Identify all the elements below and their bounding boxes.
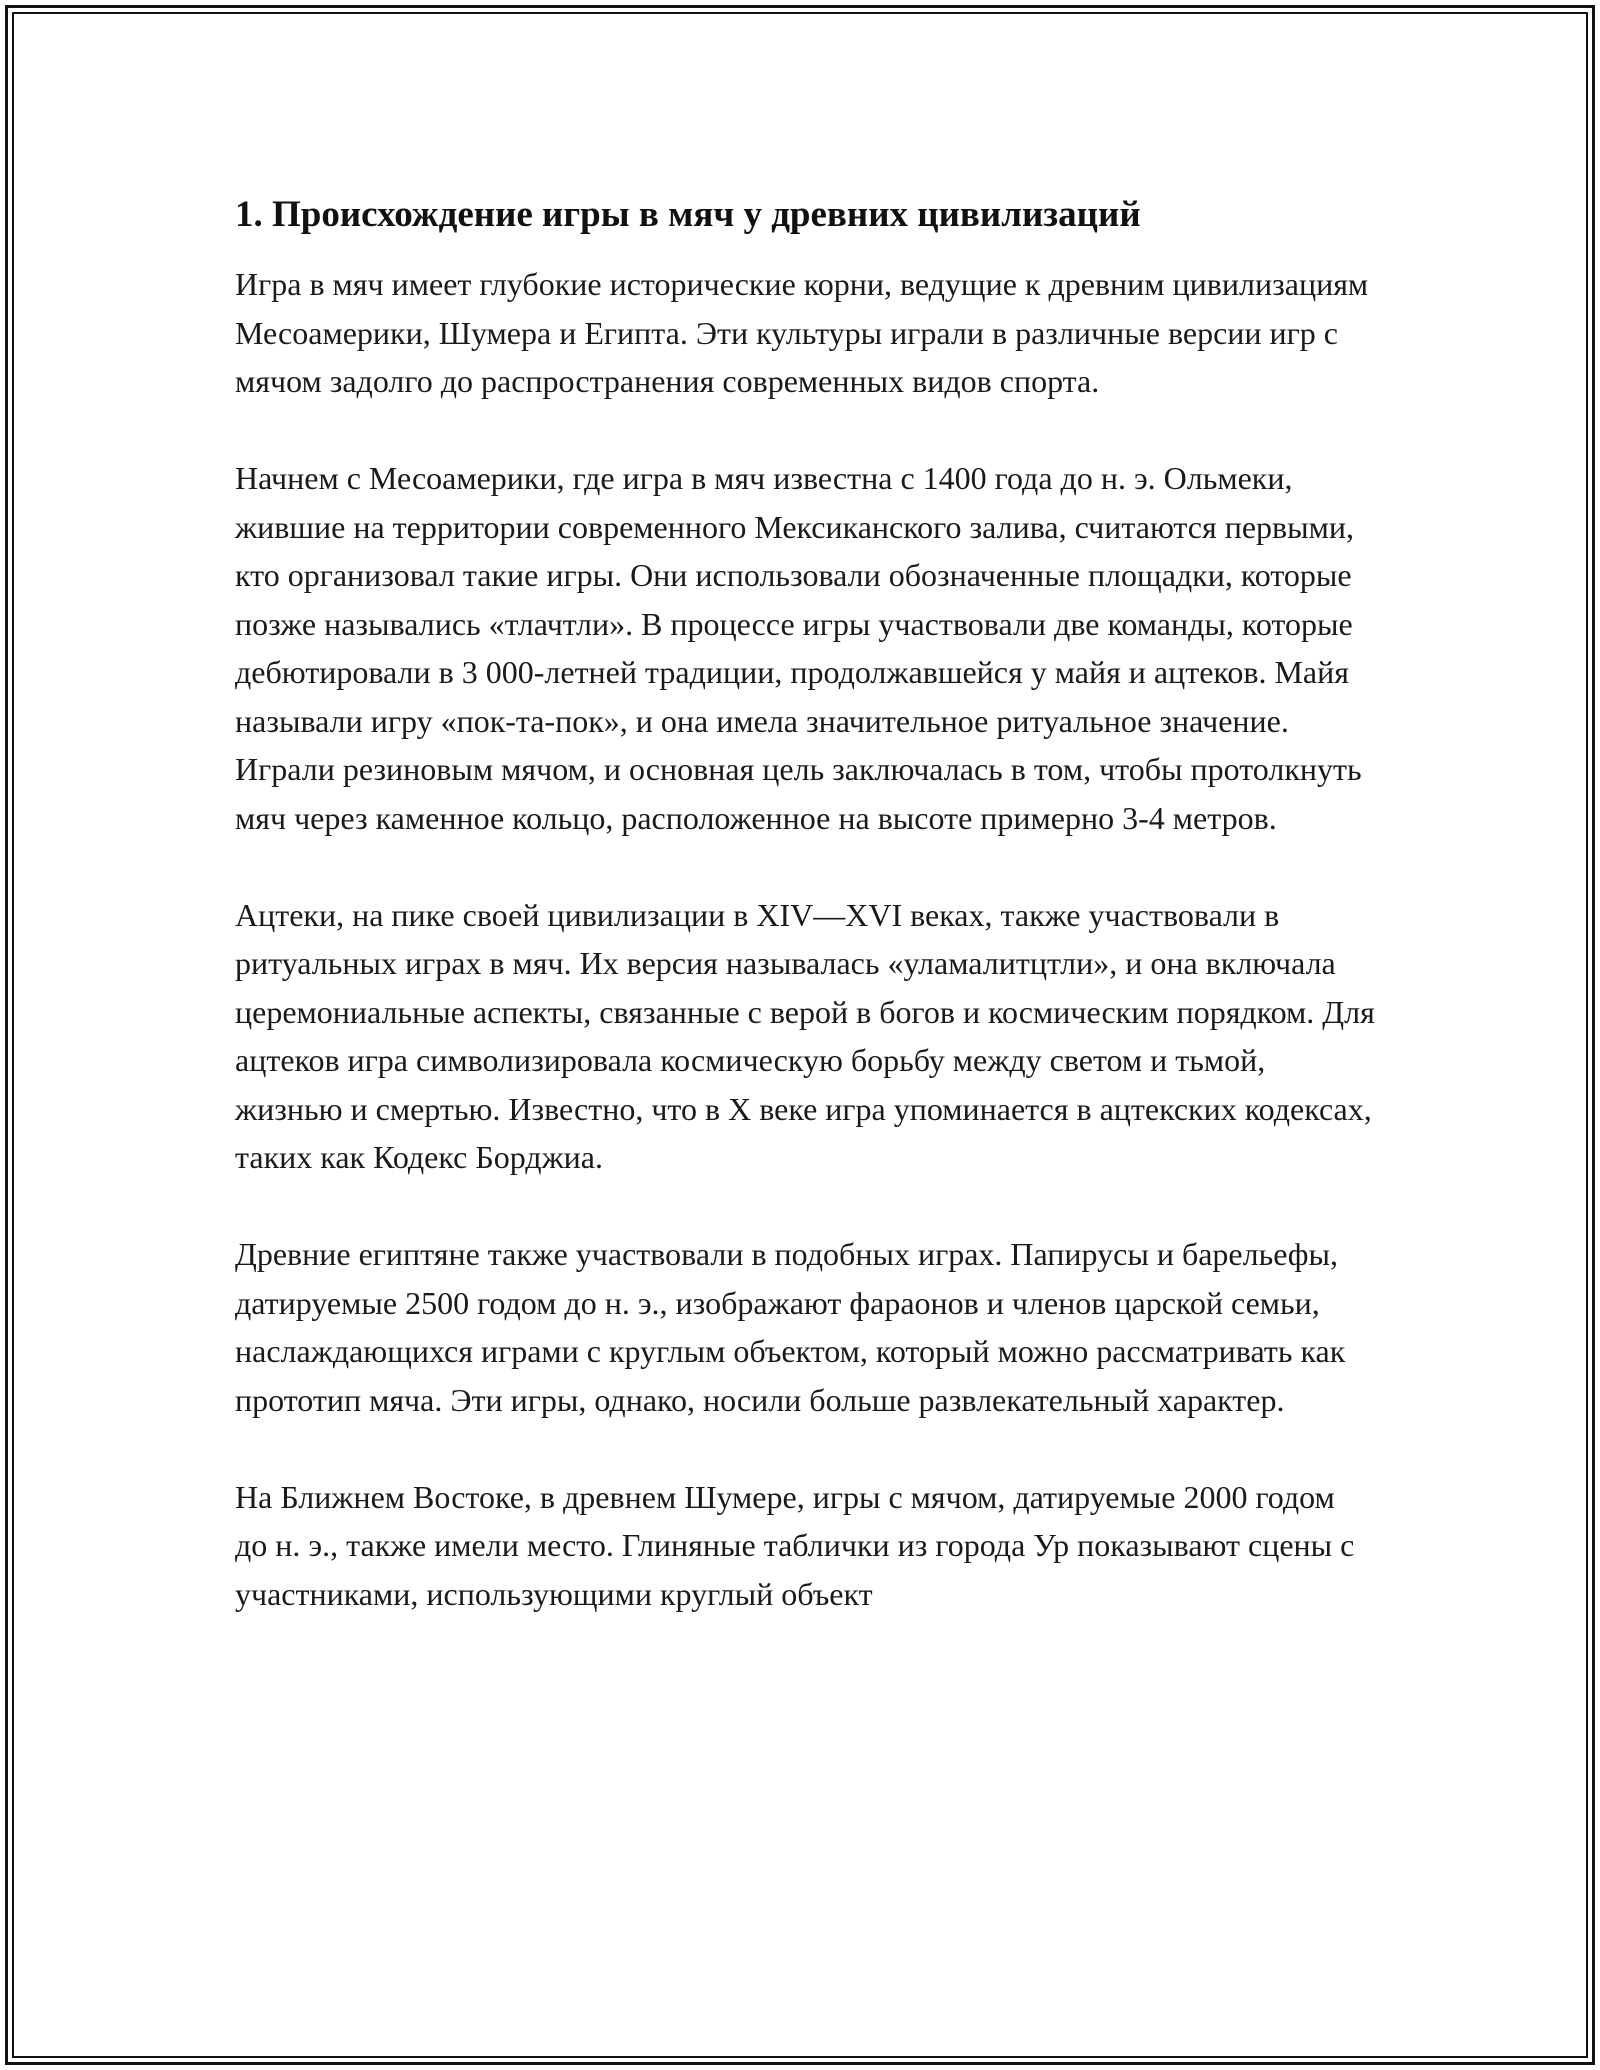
section-title: 1. Происхождение игры в мяч у древних цивилизаций <box>235 194 1141 235</box>
document-page <box>235 187 1375 1667</box>
paragraph-aztecs: Ацтеки, на пике своей цивилизации в XIV—XVI веках, также участвовали в ритуальных играх в мяч. Их версия называлась «уламалитцтли», и она включала церемониальные аспекты, связанные с верой в богов и космическим порядком. Для ацтеков игра символизировала космическую борьбу между светом и тьмой, жизнью и смертью. Известно, что в X веке игра упоминается в ацтекских кодексах, таких как Кодекс Борджиа. <box>235 896 1375 1175</box>
paragraph-intro: Игра в мяч имеет глубокие исторические корни, ведущие к древним цивилизациям Месоамерики, Шумера и Египта. Эти культуры играли в различные версии игр с мячом задолго до распространения современных видов спорта. <box>235 266 1369 399</box>
paragraph-egypt: Древние египтяне также участвовали в подобных играх. Папирусы и барельефы, датируемые 2500 годом до н. э., изображают фараонов и членов царской семьи, наслаждающихся играми с круглым объектом, который можно рассматривать как прототип мяча. Эти игры, однако, носили больше развлекательный характер. <box>235 1236 1346 1418</box>
paragraph-mesoamerica: Начнем с Месоамерики, где игра в мяч известна с 1400 года до н. э. Ольмеки, жившие на территории современного Мексиканского залива, считаются первыми, кто организовал такие игры. Они использовали обозначенные площадки, которые позже назывались «тлачтли». В процессе игры участвовали две команды, которые дебютировали в 3 000-летней традиции, продолжавшейся у майя и ацтеков. Майя называли игру «пок-та-пок», и она имела значительное ритуальное значение. Играли резиновым мячом, и основная цель заключалась в том, чтобы протолкнуть мяч через каменное кольцо, расположенное на высоте примерно 3-4 метров. <box>235 460 1362 836</box>
paragraph-sumer: На Ближнем Востоке, в древнем Шумере, игры с мячом, датируемые 2000 годом до н. э., также имели место. Глиняные таблички из города Ур показывают сцены с участниками, использующими круглый объект <box>235 1478 1355 1612</box>
